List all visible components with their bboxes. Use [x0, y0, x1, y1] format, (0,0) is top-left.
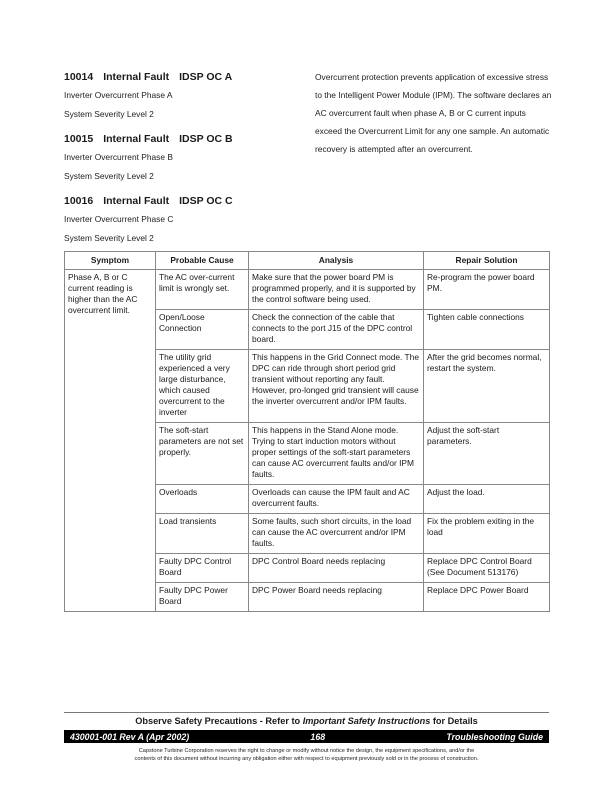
fault-explanation	[315, 68, 555, 158]
fault-code: 10016	[64, 195, 94, 207]
solution-cell: Replace DPC Control Board (See Document 513176)	[424, 554, 550, 583]
fault-type: Internal Fault	[103, 195, 170, 207]
cause-cell: Load transients	[156, 514, 249, 554]
fault-severity: System Severity Level 2	[64, 109, 154, 119]
fault-code-list	[64, 68, 294, 254]
solution-cell: Tighten cable connections	[424, 310, 550, 350]
solution-cell: Adjust the load.	[424, 485, 550, 514]
fault-type: Internal Fault	[103, 133, 170, 145]
document-id: 430001-001 Rev A (Apr 2002)	[70, 731, 190, 742]
cause-cell: Open/Loose Connection	[156, 310, 249, 350]
disclaimer-line: Capstone Turbine Corporation reserves the right to change or modify without notice the design, the equipment specifications, and/or the	[138, 748, 475, 754]
header-analysis: Analysis	[249, 252, 424, 270]
safety-instructions-reference: Important Safety Instructions	[302, 716, 431, 726]
fault-severity: System Severity Level 2	[64, 171, 154, 181]
analysis-cell: Overloads can cause the IPM fault and AC overcurrent faults.	[249, 485, 424, 514]
fault-heading	[64, 130, 294, 148]
cause-cell: The AC over-current limit is wrongly set.	[156, 270, 249, 310]
troubleshooting-table	[64, 251, 550, 612]
safety-notice	[64, 716, 549, 726]
header-repair-solution: Repair Solution	[424, 252, 550, 270]
fault-id: IDSP OC C	[179, 195, 233, 207]
solution-cell: Fix the problem exiting in the load	[424, 514, 550, 554]
analysis-cell: DPC Power Board needs replacing	[249, 583, 424, 612]
fault-description: Inverter Overcurrent Phase B	[64, 152, 173, 162]
analysis-cell: Check the connection of the cable that connects to the port J15 of the DPC control board.	[249, 310, 424, 350]
symptom-cell: Phase A, B or C current reading is higher than the AC overcurrent limit.	[65, 270, 156, 612]
fault-heading	[64, 68, 294, 86]
header-probable-cause: Probable Cause	[156, 252, 249, 270]
analysis-cell: This happens in the Grid Connect mode. The DPC can ride through short period grid transient without reporting any fault. However, pro-longed grid transient will cause the inverter overcurrent and/or IPM faults.	[249, 350, 424, 423]
cause-cell: Faulty DPC Control Board	[156, 554, 249, 583]
cause-cell: Overloads	[156, 485, 249, 514]
legal-disclaimer	[64, 747, 549, 763]
fault-heading	[64, 192, 294, 210]
fault-type: Internal Fault	[103, 71, 170, 83]
table-header-row	[65, 252, 550, 270]
solution-cell: After the grid becomes normal, restart the system.	[424, 350, 550, 423]
cause-cell: Faulty DPC Power Board	[156, 583, 249, 612]
fault-entry	[64, 130, 294, 186]
analysis-cell: DPC Control Board needs replacing	[249, 554, 424, 583]
safety-prefix: Observe Safety Precautions - Refer to	[135, 716, 303, 726]
fault-entry	[64, 192, 294, 248]
disclaimer-line: contents of this document without incurring any obligation either with respect to equipment previously sold or in the process of construction.	[134, 756, 479, 762]
fault-severity: System Severity Level 2	[64, 233, 154, 243]
solution-cell: Re-program the power board PM.	[424, 270, 550, 310]
table-row	[65, 270, 550, 310]
footer-bar	[64, 730, 549, 743]
safety-suffix: for Details	[430, 716, 478, 726]
fault-id: IDSP OC B	[179, 133, 233, 145]
section-title: Troubleshooting Guide	[446, 731, 543, 742]
fault-description: Inverter Overcurrent Phase A	[64, 90, 173, 100]
solution-cell: Adjust the soft-start parameters.	[424, 423, 550, 485]
cause-cell: The utility grid experienced a very large disturbance, which caused overcurrent to the inverter	[156, 350, 249, 423]
analysis-cell: Make sure that the power board PM is programmed properly, and it is supported by the control software being used.	[249, 270, 424, 310]
fault-code: 10015	[64, 133, 94, 145]
fault-description: Inverter Overcurrent Phase C	[64, 214, 174, 224]
cause-cell: The soft-start parameters are not set properly.	[156, 423, 249, 485]
fault-entry	[64, 68, 294, 124]
header-symptom: Symptom	[65, 252, 156, 270]
solution-cell: Replace DPC Power Board	[424, 583, 550, 612]
fault-id: IDSP OC A	[179, 71, 233, 83]
analysis-cell: This happens in the Stand Alone mode. Trying to start induction motors without proper settings of the soft-start parameters can cause AC overcurrent faults and/or IPM faults.	[249, 423, 424, 485]
fault-code: 10014	[64, 71, 94, 83]
footer-divider	[64, 712, 549, 713]
analysis-cell: Some faults, such short circuits, in the load can cause the AC overcurrent and/or IPM faults.	[249, 514, 424, 554]
overcurrent-description: Overcurrent protection prevents application of excessive stress to the Intelligent Power Module (IPM). The software declares an AC overcurrent fault when phase A, B or C current inputs exceed the Overcurrent Limit for any one sample. An automatic recovery is attempted after an overcurrent.	[315, 72, 552, 154]
page-number: 168	[310, 731, 326, 742]
